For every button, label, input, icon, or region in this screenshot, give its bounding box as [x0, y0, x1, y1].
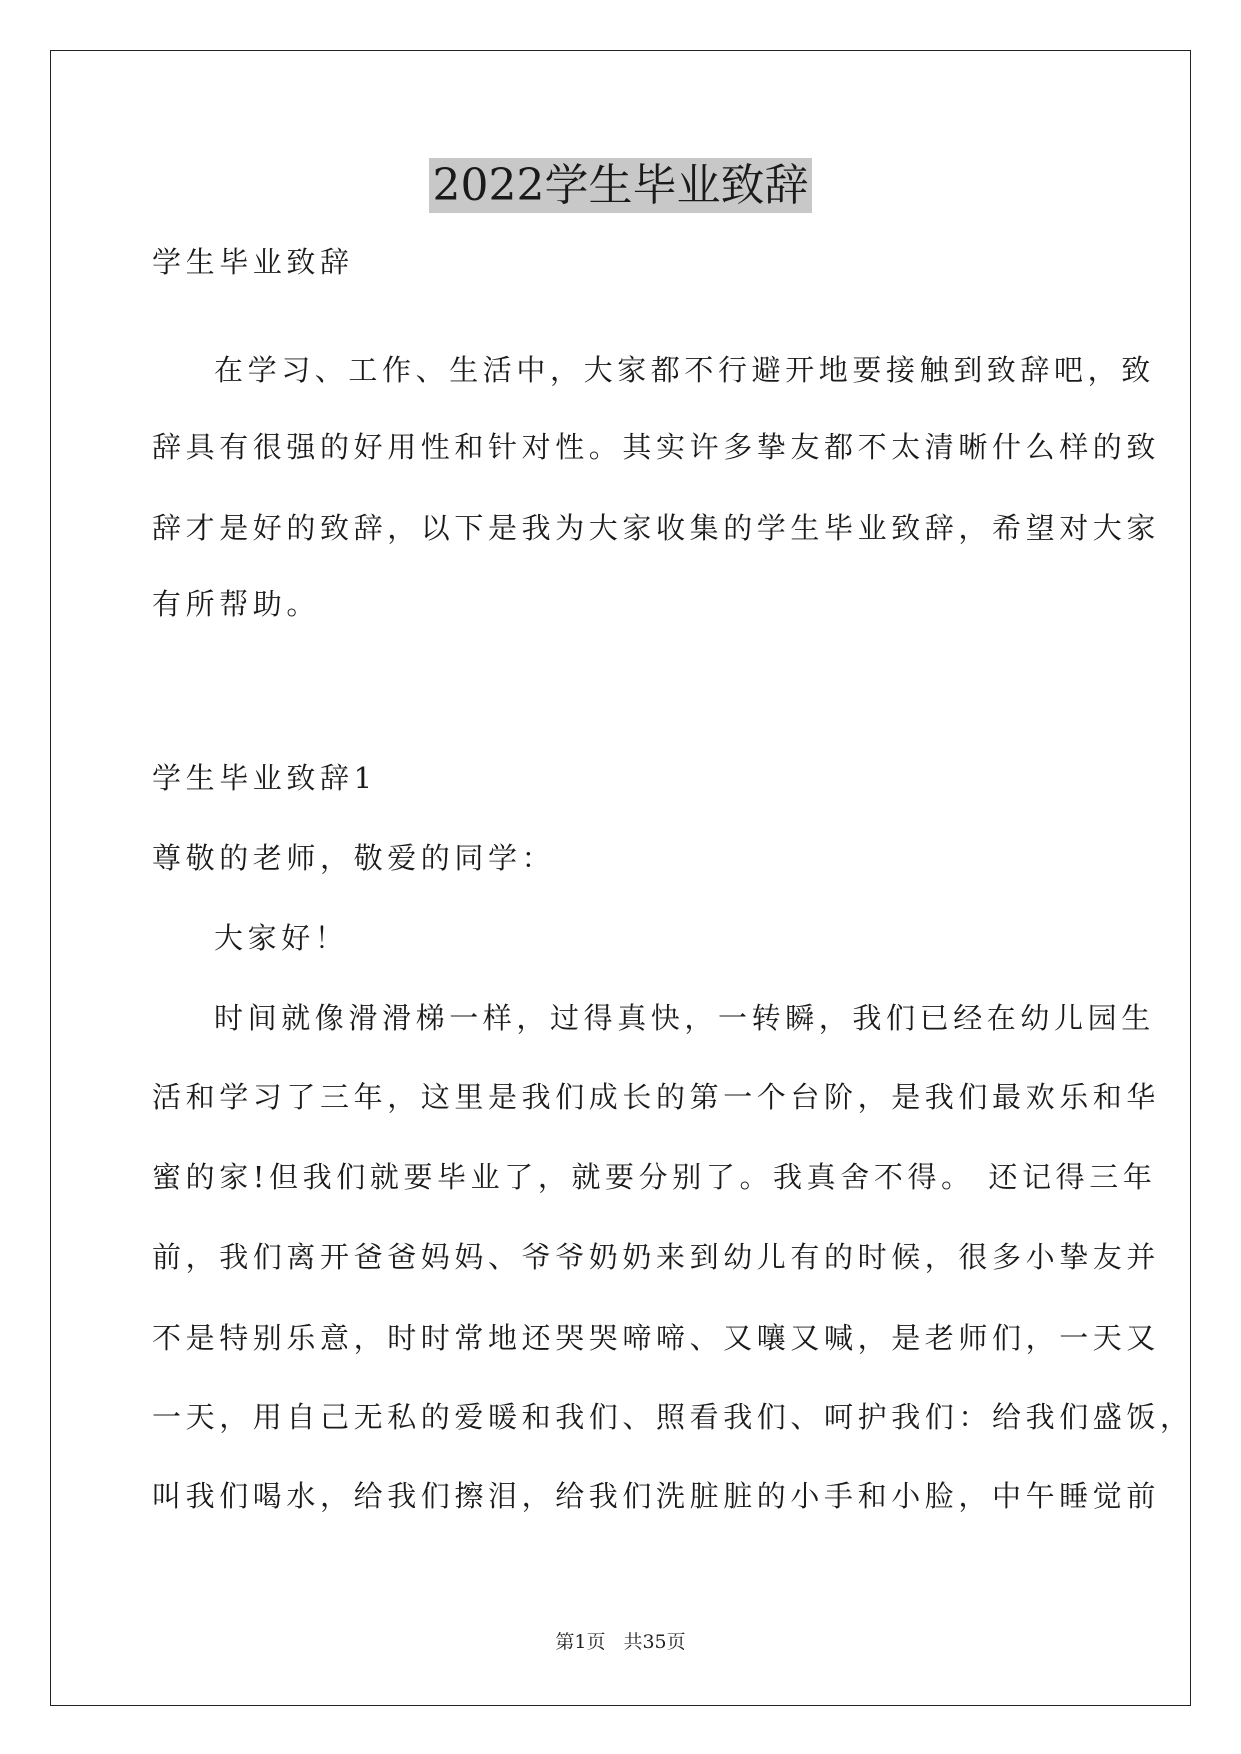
- paragraph-line: 叫我们喝水，给我们擦泪，给我们洗脏脏的小手和小脸，中午睡觉前: [152, 1479, 1161, 1513]
- subtitle-line: 学生毕业致辞: [152, 245, 354, 279]
- paragraph-line: 不是特别乐意，时时常地还哭哭啼啼、又嚷又喊，是老师们，一天又: [152, 1321, 1161, 1355]
- paragraph-line: 蜜的家!但我们就要毕业了，就要分别了。我真舍不得。 还记得三年: [152, 1160, 1157, 1194]
- paragraph-line: 辞才是好的致辞，以下是我为大家收集的学生毕业致辞，希望对大家: [152, 511, 1161, 545]
- page-footer: [0, 1630, 1241, 1654]
- salutation-line: 尊敬的老师，敬爱的同学：: [152, 841, 556, 875]
- paragraph-line: 活和学习了三年，这里是我们成长的第一个台阶，是我们最欢乐和华: [152, 1080, 1161, 1114]
- paragraph-line: 前，我们离开爸爸妈妈、爷爷奶奶来到幼儿有的时候，很多小挚友并: [152, 1240, 1161, 1274]
- paragraph-line: 辞具有很强的好用性和针对性。其实许多挚友都不太清晰什么样的致: [152, 430, 1161, 464]
- page-total: 共35页: [623, 1631, 686, 1653]
- paragraph-line: 一天，用自己无私的爱暖和我们、照看我们、呵护我们：给我们盛饭，: [152, 1400, 1194, 1434]
- paragraph-line: 在学习、工作、生活中，大家都不行避开地要接触到致辞吧，致: [214, 353, 1155, 387]
- section-heading: 学生毕业致辞1: [152, 761, 377, 795]
- document-title-text: 2022学生毕业致辞: [429, 158, 813, 213]
- paragraph-line: 有所帮助。: [152, 587, 321, 621]
- page-border: [50, 50, 1191, 1706]
- paragraph-line: 时间就像滑滑梯一样，过得真快，一转瞬，我们已经在幼儿园生: [214, 1001, 1155, 1035]
- greeting-line: 大家好！: [214, 921, 349, 955]
- document-title: [0, 156, 1241, 216]
- page-number: 第1页: [555, 1631, 606, 1653]
